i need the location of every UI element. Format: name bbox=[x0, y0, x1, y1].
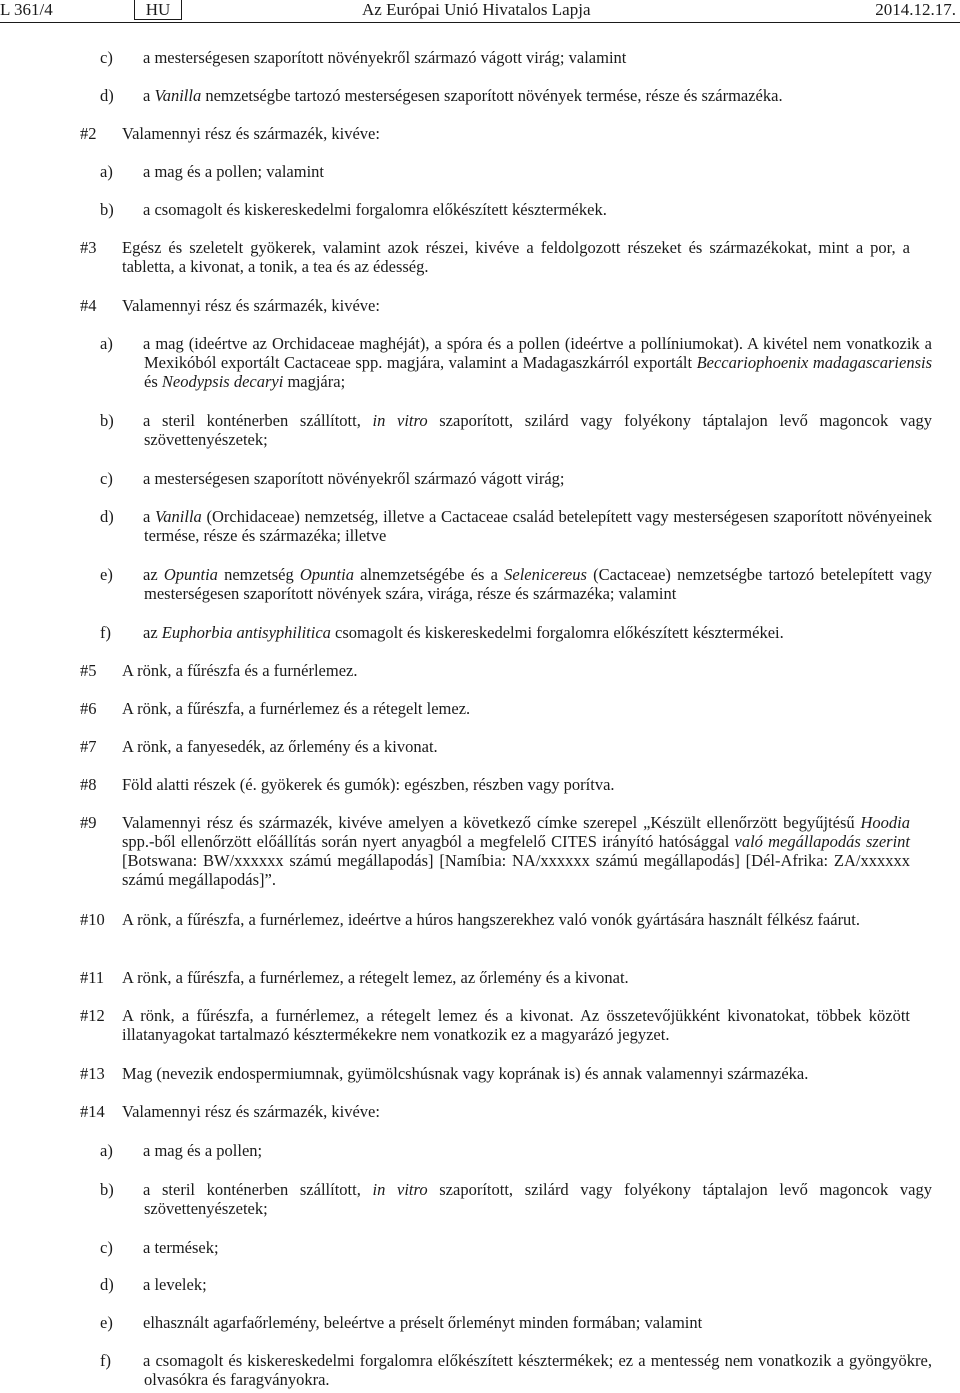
list-item: d) a Vanilla (Orchidaceae) nemzetség, illetve a Cactaceae család betelepített vagy mesterségesen szaporított növényeinek termése, része és származéka; illetve bbox=[100, 507, 932, 545]
list-item: a) a mag (ideértve az Orchidaceae maghéját), a spóra és a pollen (ideértve a pollíniumokat). A kivétel nem vonatkozik a Mexikóból exportált Cactaceae spp. magjára, valamint a Madagaszkárról exportált Beccariophoenix madagascariensis és Neodypsis decaryi magjára; bbox=[100, 334, 932, 391]
list-item: f) a csomagolt és kiskereskedelmi forgalomra előkészített késztermékek; ez a mentesség nem vonatkozik a gyöngyökre, olvasókra és faragványokra. bbox=[100, 1351, 932, 1389]
note-number: #12 bbox=[80, 1006, 105, 1025]
list-item: c) a mesterségesen szaporított növényekről származó vágott virág; bbox=[100, 469, 565, 488]
note-text: Valamennyi rész és származék, kivéve amelyen a következő címke szerepel „Készült ellenőrzött begyűjtésű Hoodia spp.-ből ellenőrzött előállítás során nyert anyagból a megfelelő CITES irányító hatósággal való megállapodás szerint [Botswana: BW/xxxxxx számú megállapodás] [Namíbia: NA/xxxxxx számú megállapodás] [Dél-Afrika: ZA/xxxxxx számú megállapodás]”. bbox=[122, 813, 910, 889]
note-text: A rönk, a fűrészfa, a furnérlemez, a rétegelt lemez, az őrlemény és a kivonat. bbox=[122, 968, 629, 987]
note-text: A rönk, a fűrészfa, a furnérlemez, ideértve a húros hangszerekhez való vonók gyártására használt félkész faárut. bbox=[122, 910, 861, 929]
publication-date: 2014.12.17. bbox=[875, 0, 956, 19]
list-item: f) az Euphorbia antisyphilitica csomagolt és kiskereskedelmi forgalomra előkészített késztermékei. bbox=[100, 623, 784, 642]
note-text: Egész és szeletelt gyökerek, valamint azok részei, kivéve a feldolgozott részeket és származékokat, mint a por, a tabletta, a kivonat, a tonik, a tea és az édesség. bbox=[122, 238, 910, 276]
note-text: Mag (nevezik endospermiumnak, gyümölcshúsnak vagy koprának is) és annak valamennyi származéka. bbox=[122, 1064, 809, 1083]
list-item: c) a mesterségesen szaporított növényekről származó vágott virág; valamint bbox=[100, 48, 627, 67]
list-item: d) a Vanilla nemzetségbe tartozó mesterségesen szaporított növények termése, része és származéka. bbox=[100, 86, 783, 105]
list-item: a) a mag és a pollen; bbox=[100, 1141, 263, 1160]
note-number: #2 bbox=[80, 124, 97, 143]
note-number: #13 bbox=[80, 1064, 105, 1083]
note-text: A rönk, a fűrészfa, a furnérlemez és a rétegelt lemez. bbox=[122, 699, 471, 718]
note-number: #3 bbox=[80, 238, 97, 257]
list-item: b) a steril konténerben szállított, in vitro szaporított, szilárd vagy folyékony táptalajon levő magoncok vagy szövettenyészetek; bbox=[100, 1180, 932, 1218]
list-item: a) a mag és a pollen; valamint bbox=[100, 162, 324, 181]
note-number: #9 bbox=[80, 813, 97, 832]
page-reference: L 361/4 bbox=[0, 0, 53, 19]
note-text: Valamennyi rész és származék, kivéve: bbox=[122, 296, 380, 315]
note-text: Valamennyi rész és származék, kivéve: bbox=[122, 124, 380, 143]
note-text: Föld alatti részek (é. gyökerek és gumók): egészben, részben vagy porítva. bbox=[122, 775, 615, 794]
note-number: #6 bbox=[80, 699, 97, 718]
note-number: #10 bbox=[80, 910, 105, 929]
note-number: #14 bbox=[80, 1102, 105, 1121]
list-item: d) a levelek; bbox=[100, 1275, 207, 1294]
note-text: A rönk, a fanyesedék, az őrlemény és a kivonat. bbox=[122, 737, 438, 756]
note-number: #7 bbox=[80, 737, 97, 756]
language-badge: HU bbox=[134, 0, 182, 20]
header-rule bbox=[0, 22, 960, 23]
page-header bbox=[0, 0, 960, 22]
note-text: A rönk, a fűrészfa, a furnérlemez, a rétegelt lemez és a kivonat. Az összetevőjükként kivonatokat, többek között illatanyagokat tartalmazó késztermékekre nem vonatkozik ez a magyarázó jegyzet. bbox=[122, 1006, 910, 1044]
note-number: #11 bbox=[80, 968, 105, 987]
note-text: Valamennyi rész és származék, kivéve: bbox=[122, 1102, 380, 1121]
list-item: e) elhasznált agarfaőrlemény, beleértve a préselt őrleményt minden formában; valamint bbox=[100, 1313, 703, 1332]
note-number: #8 bbox=[80, 775, 97, 794]
list-item: b) a csomagolt és kiskereskedelmi forgalomra előkészített késztermékek. bbox=[100, 200, 607, 219]
note-text: A rönk, a fűrészfa és a furnérlemez. bbox=[122, 661, 358, 680]
list-item: c) a termések; bbox=[100, 1238, 219, 1257]
note-number: #5 bbox=[80, 661, 97, 680]
note-number: #4 bbox=[80, 296, 97, 315]
journal-title: Az Európai Unió Hivatalos Lapja bbox=[362, 0, 591, 19]
list-item: b) a steril konténerben szállított, in vitro szaporított, szilárd vagy folyékony táptalajon levő magoncok vagy szövettenyészetek; bbox=[100, 411, 932, 449]
list-item: e) az Opuntia nemzetség Opuntia alnemzetségébe és a Selenicereus (Cactaceae) nemzetségbe tartozó betelepített vagy mesterségesen szaporított növények szára, virága, része és származéka; valamint bbox=[100, 565, 932, 603]
